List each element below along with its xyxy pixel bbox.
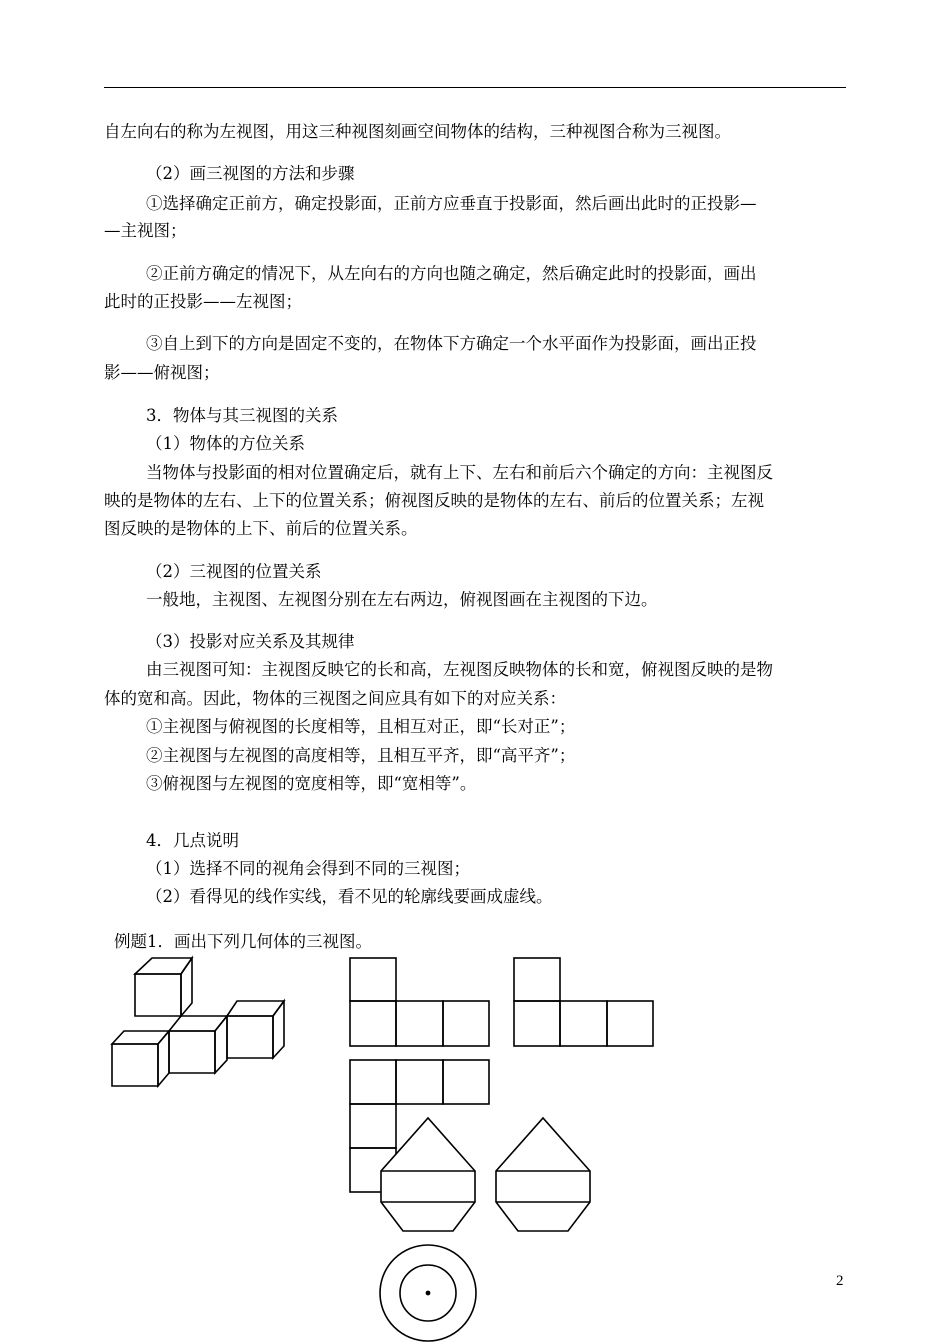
text-line: ①主视图与俯视图的长度相等，且相互对正，即“长对正”；	[146, 717, 576, 736]
text-line: ②主视图与左视图的高度相等，且相互平齐，即“高平齐”；	[146, 746, 576, 765]
pencil-side-view-figure	[496, 1118, 590, 1231]
text-line: 当物体与投影面的相对位置确定后，就有上下、左右和前后六个确定的方向：主视图反	[146, 463, 773, 482]
subheading: （1）物体的方位关系	[146, 434, 305, 453]
text-line: ③自上到下的方向是固定不变的，在物体下方确定一个水平面作为投影面，画出正投	[146, 334, 757, 353]
example-title: 例题1．画出下列几何体的三视图。	[114, 932, 372, 951]
text-line: 一般地，主视图、左视图分别在左右两边，俯视图画在主视图的下边。	[146, 590, 658, 609]
left-view-figure	[514, 958, 653, 1046]
text-line: 影——俯视图；	[104, 363, 220, 382]
text-line: 图反映的是物体的上下、前后的位置关系。	[104, 519, 418, 538]
subheading: （3）投影对应关系及其规律	[146, 632, 355, 651]
front-view-figure	[350, 958, 489, 1046]
text-line: 自左向右的称为左视图，用这三种视图刻画空间物体的结构，三种视图合称为三视图。	[104, 122, 731, 141]
text-line: （1）选择不同的视角会得到不同的三视图；	[146, 859, 470, 878]
section-heading: 3．物体与其三视图的关系	[146, 406, 338, 425]
text-line: 由三视图可知：主视图反映它的长和高，左视图反映物体的长和宽，俯视图反映的是物	[146, 660, 773, 679]
subheading: （2）画三视图的方法和步骤	[146, 164, 355, 183]
subheading: （2）三视图的位置关系	[146, 562, 322, 581]
text-line: 此时的正投影——左视图；	[104, 292, 302, 311]
page-number: 2	[836, 1273, 844, 1289]
text-line: ②正前方确定的情况下，从左向右的方向也随之确定，然后确定此时的投影面，画出	[146, 264, 757, 283]
section-heading: 4．几点说明	[146, 831, 239, 850]
text-line: （2）看得见的线作实线，看不见的轮廓线要画成虚线。	[146, 887, 553, 906]
text-line: ①选择确定正前方，确定投影面，正前方应垂直于投影面，然后画出此时的正投影—	[146, 194, 757, 213]
text-line: —主视图；	[104, 221, 187, 240]
text-line: 体的宽和高。因此，物体的三视图之间应具有如下的对应关系：	[104, 689, 566, 708]
text-line: ③俯视图与左视图的宽度相等，即“宽相等”。	[146, 774, 477, 793]
pencil-front-view-figure	[381, 1118, 475, 1231]
text-line: 映的是物体的左右、上下的位置关系；俯视图反映的是物体的左右、前后的位置关系；左视	[104, 491, 764, 510]
cube-stack-figure	[112, 958, 284, 1086]
pencil-top-view-figure	[380, 1245, 476, 1341]
